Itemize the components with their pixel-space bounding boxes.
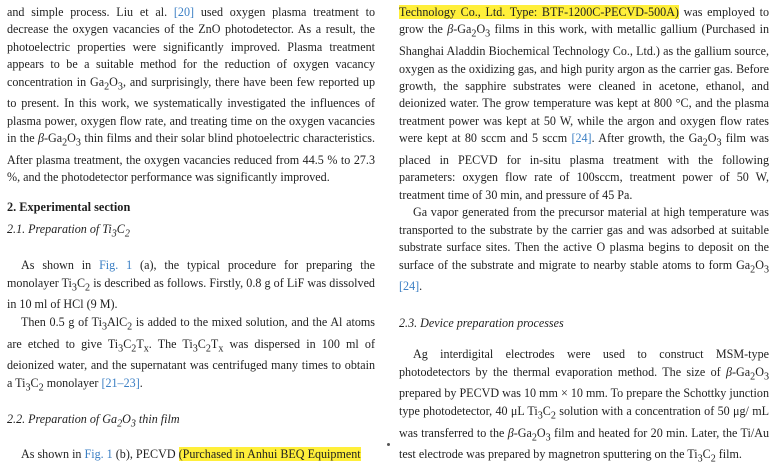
right-column (399, 4, 769, 468)
highlighted-text: Technology Co., Ltd. Type: BTF-1200C-PECVD-500A) (399, 5, 679, 19)
paragraph-pecvd-start: As shown in Fig. 1 (b), PECVD (Purchased in Anhui BEQ Equipment (21, 447, 361, 462)
paragraph-pecvd-continued: Technology Co., Ltd. Type: BTF-1200C-PECVD-500A) was employed to grow the $\beta-Ga_2O_3$ films in this work, with metallic gallium (Purchased in Shanghai Aladdin Biochemical Technology Co., Ltd.) as the gallium source, oxygen as the oxidizing gas, and high purity argon as the carrier gas. Before growth, the sapphire substrates were cleaned in acetone, ethanol, and deionized water. The grow temperature was kept at 800 °C, and the plasma treatment power was kept at 50 W, while the argon and oxygen flow rates were kept at 80 sccm and 5 sccm [24]. After growth, the $Ga_2O_3$ film was placed in PECVD for in-situ plasma treatment with the following parameters: oxygen flow rate of 100sccm, treatment power of 50 W, treatment time of 30 min, and pressure of 45 Pa. (399, 5, 769, 202)
citation-link[interactable]: [24] (571, 131, 592, 146)
citation-link[interactable]: [21–23] (101, 375, 140, 390)
figure-link[interactable]: Fig. 1 (99, 258, 133, 273)
highlighted-text: (Purchased in Anhui BEQ Equipment (178, 447, 361, 462)
section-heading-experimental: 2. Experimental section (7, 199, 131, 214)
left-column (7, 4, 375, 464)
paragraph-intro-tail: and simple process. Liu et al. [20] used oxygen plasma treatment to decrease the oxygen vacancies of the ZnO photodetector. As a result, the photoelectric properties were significantly improved. Plasma treatment appears to be a suitable method for the reduction of oxygen vacancy concentration in $Ga_2O_3$, and surprisingly, there have been few reported up to present. In this work, we systematically investigated the influences of plasma power, oxygen flow rate, and treating time on the oxygen vacancies in the $\beta-Ga_2O_3$ thin films and their solar blind photoelectric characteristics. After plasma treatment, the oxygen vacancies reduced from 44.5 % to 27.3 %, and the photodetector performance was significantly improved. (7, 5, 376, 185)
citation-link[interactable]: [24] (399, 279, 420, 294)
subsection-heading-ga2o3-film: 2.2. Preparation of $Ga_2O_3$ thin film (7, 411, 180, 429)
figure-link[interactable]: Fig. 1 (84, 447, 113, 462)
paragraph-device-prep: Ag interdigital electrodes were used to construct MSM-type photodetectors by the thermal evaporation method. The size of $\beta-Ga_2O_3$ prepared by PECVD was 10 mm × 10 mm. To prepare the Schottky junction type photodetector, 40 μL $Ti_3C_2$ solution with a concentration of 50 μg/ mL was transferred to the $\beta-Ga_2O_3$ film and heated for 20 min. Later, the Ti/Au test electrode was prepared by magnetron sputtering on the $Ti_3C_2$ film. (399, 347, 769, 465)
subsection-heading-device: 2.3. Device preparation processes (399, 315, 564, 330)
paragraph-ga-vapor: Ga vapor generated from the precursor material at high temperature was transported to the substrate by the carrier gas and was adsorbed at suitable substrate surface sites. Then the active O plasma begins to deposit on the surface of the substrate and migrate to nearby stable atoms to form $Ga_2O_3$ [24]. (399, 205, 769, 294)
paragraph-ti3c2-procedure: As shown in Fig. 1 (a), the typical procedure for preparing the monolayer $Ti_3C_2$ is described as follows. Firstly, 0.8 g of LiF was dissolved in 10 ml of HCl (9 M). (7, 258, 376, 312)
paragraph-ti3c2-etching: Then 0.5 g of $Ti_3AlC_2$ is added to the mixed solution, and the Al atoms are etched to give $Ti_3C_2T_x$. The $Ti_3C_2T_x$ was dispersed in 100 ml of deionized water, and the supernatant was centrifuged many times to obtain a $Ti_3C_2$ monolayer [21–23]. (7, 314, 375, 394)
page-mark (387, 443, 390, 446)
subsection-heading-ti3c2: 2.1. Preparation of $Ti_3C_2$ (7, 222, 130, 240)
citation-link[interactable]: [20] (173, 5, 195, 19)
